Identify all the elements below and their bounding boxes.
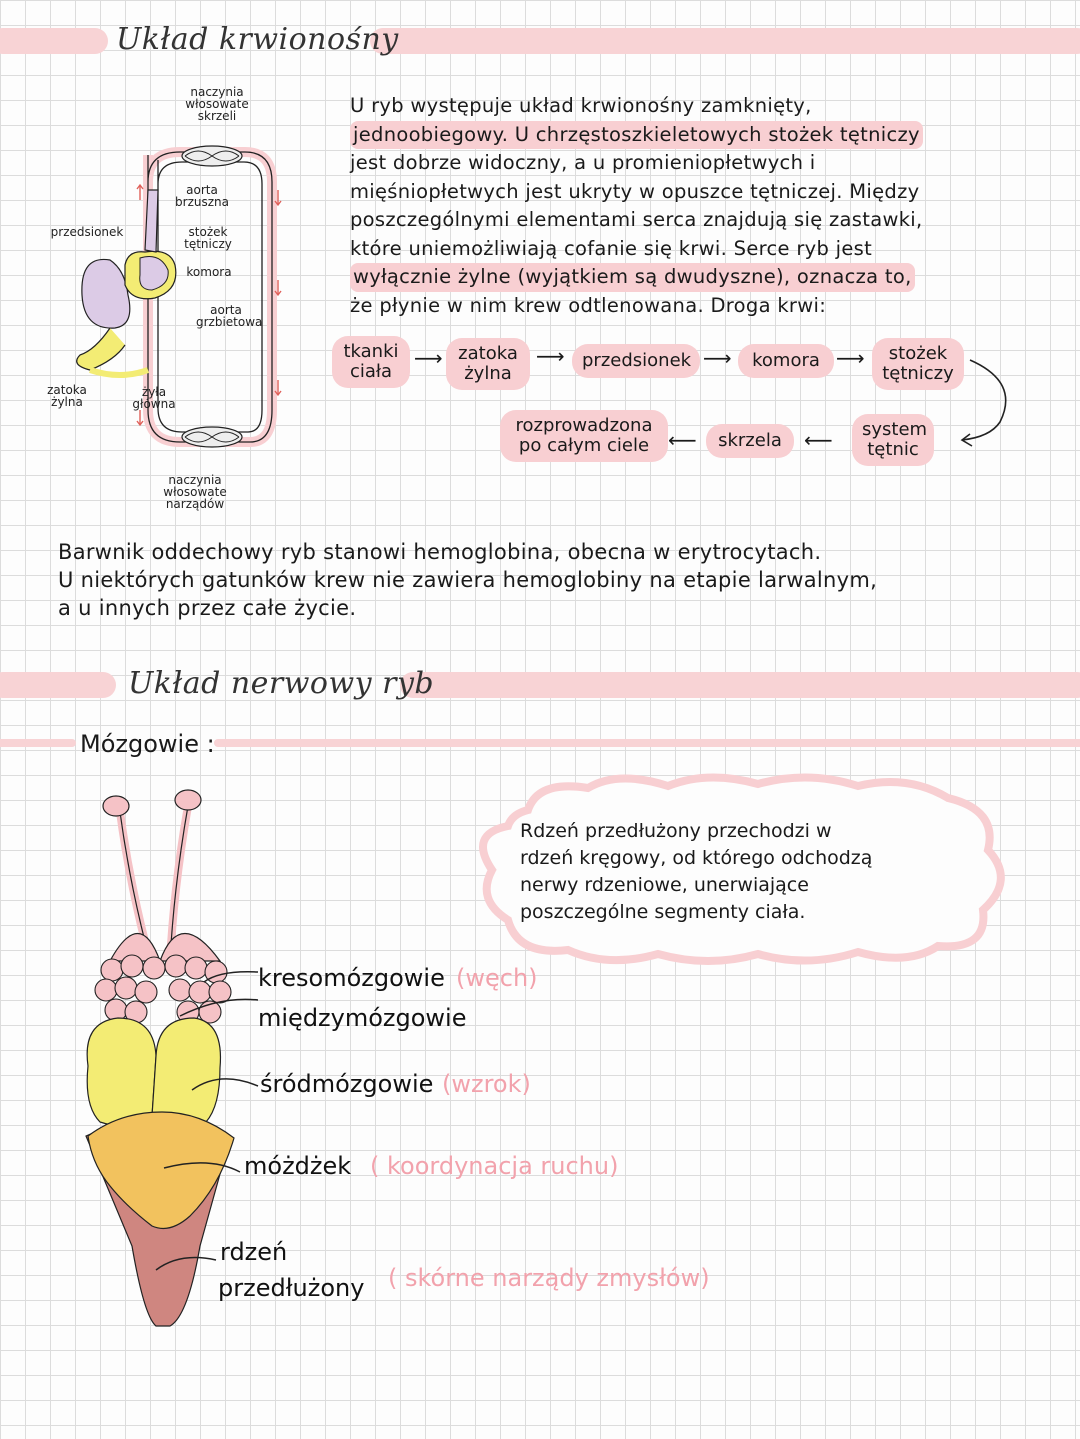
flow-node-skrzela: skrzela [706, 424, 794, 458]
label-main-vein: żyła główna [132, 385, 176, 411]
note-cerebellum: ( koordynacja ruchu) [370, 1152, 619, 1180]
paragraph-line: a u innych przez całe życie. [58, 596, 357, 620]
paragraph-line: Barwnik oddechowy ryb stanowi hemoglobina, obecna w erytrocytach. [58, 540, 822, 564]
paragraph-line: jednoobiegowy. U chrzęstoszkieletowych stożek tętniczy [350, 121, 923, 150]
arrow-left-icon: ⟵ [668, 428, 697, 452]
flow-node-tkanki: tkanki ciała [332, 336, 410, 388]
label-medulla-line1: rdzeń [220, 1238, 288, 1266]
conus-arteriosus [145, 190, 158, 252]
title-band-right [370, 28, 1080, 54]
flow-node-stozek: stożek tętniczy [872, 338, 964, 390]
circulatory-paragraph [350, 92, 1050, 320]
arrow-left-icon: ⟵ [804, 428, 833, 452]
arrow-right-icon: ⟶ [836, 346, 865, 370]
curved-arrow-icon [950, 352, 1020, 452]
cloud-line: nerwy rdzeniowe, unerwiające [520, 874, 809, 896]
paragraph-line: mięśniopłetwych jest ukryty w opuszce tętniczej. Między [350, 179, 920, 203]
label-dorsal-aorta: aorta grzbietowa [196, 303, 263, 329]
cloud-text [520, 818, 990, 926]
atrium [82, 259, 130, 328]
paragraph-line: poszczególnymi elementami serca znajdują się zastawki, [350, 208, 923, 231]
label-telencephalon: kresomózgowie [258, 964, 445, 992]
flow-node-komora: komora [738, 344, 834, 378]
cloud-line: Rdzeń przedłużony przechodzi w [520, 820, 832, 842]
circulatory-diagram [40, 80, 300, 520]
note-medulla: ( skórne narządy zmysłów) [388, 1264, 710, 1292]
paragraph-line: że płynie w nim krew odtlenowana. Droga krwi: [350, 293, 827, 317]
arrow-right-icon: ⟶ [414, 346, 443, 370]
label-conus: stożek tętniczy [184, 225, 232, 251]
paragraph-line: U niektórych gatunków krew nie zawiera hemoglobiny na etapie larwalnym, [58, 568, 878, 592]
cloud-line: poszczególne segmenty ciała. [520, 901, 806, 923]
label-atrium: przedsionek [50, 225, 124, 239]
note-mesencephalon: (wzrok) [442, 1070, 531, 1098]
arrow-right-icon: ⟶ [536, 344, 565, 368]
gill-capillaries [182, 146, 242, 166]
label-diencephalon: międzymózgowie [258, 1004, 467, 1032]
arrow-right-icon: ⟶ [703, 346, 732, 370]
label-organ-capillaries: naczynia włosowate narządów [163, 473, 227, 511]
label-sinus: zatoka żylna [47, 383, 87, 409]
paragraph-line: U ryb występuje układ krwionośny zamknięty, [350, 94, 812, 117]
note-telencephalon: (węch) [456, 964, 538, 992]
flow-node-przedsionek: przedsionek [572, 344, 700, 378]
label-mesencephalon: śródmózgowie [260, 1070, 434, 1098]
label-gill-capillaries: naczynia włosowate skrzeli [185, 85, 249, 123]
title-band-left [0, 672, 116, 698]
nervous-title: Układ nerwowy ryb [128, 666, 435, 701]
title-band-left [0, 28, 108, 54]
label-cerebellum: móżdżek [244, 1152, 352, 1180]
paragraph-line: jest dobrze widoczny, a u promieniopłetwych i [350, 151, 816, 174]
subtitle-band-right [214, 739, 1080, 747]
organ-capillaries [182, 427, 242, 447]
subtitle-band-left [0, 739, 76, 747]
olfactory-tracts [103, 790, 220, 961]
label-medulla-line2: przedłużony [218, 1274, 365, 1302]
flow-node-zatoka: zatoka żylna [446, 338, 530, 390]
sinus-venosus [77, 328, 125, 370]
flow-node-rozprowadzona: rozprowadzona po całym ciele [500, 410, 668, 462]
hemoglobin-paragraph [58, 538, 1058, 622]
paragraph-line: które uniemożliwiają cofanie się krwi. Serce ryb jest [350, 236, 873, 260]
label-ventricle: komora [186, 265, 232, 279]
nervous-subtitle: Mózgowie : [80, 730, 215, 758]
circulatory-title: Układ krwionośny [116, 22, 399, 57]
paragraph-line: wyłącznie żylne (wyjątkiem są dwudyszne), oznacza to, [350, 263, 915, 292]
cloud-line: rdzeń kręgowy, od którego odchodzą [520, 847, 873, 869]
title-band-right [400, 672, 1080, 698]
flow-node-system: system tętnic [852, 414, 934, 466]
label-ventral-aorta: aorta brzuszna [175, 183, 229, 209]
